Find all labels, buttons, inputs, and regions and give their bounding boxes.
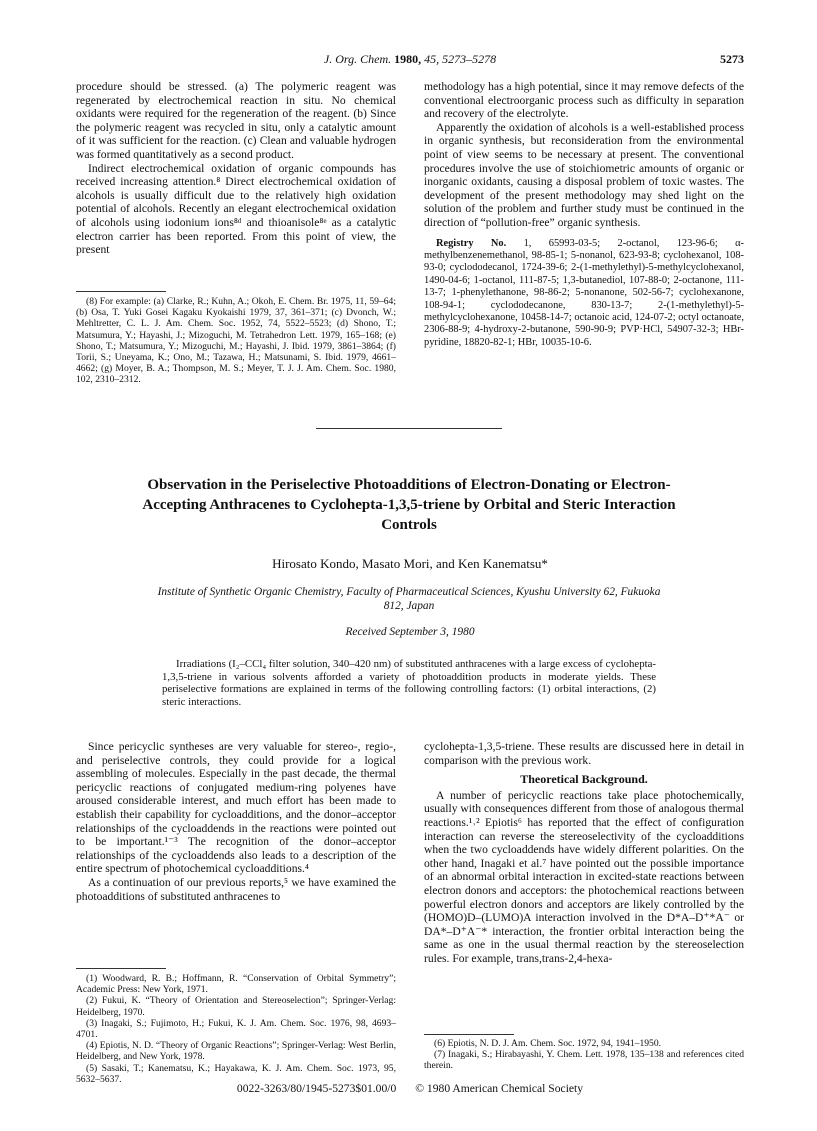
article-title: Observation in the Periselective Photoadditions of Electron-Donating or Electron-Accepting Anthracenes to Cyclohepta-1,3,5-triene by Orbital and Steric Interaction Controls bbox=[142, 477, 676, 533]
top-left-column bbox=[76, 80, 396, 257]
body-paragraph: As a continuation of our previous reports,⁵ we have examined the photoadditions of substituted anthracenes to bbox=[76, 875, 396, 903]
journal-name: J. Org. Chem. bbox=[323, 52, 392, 66]
footnote-rule bbox=[424, 1034, 514, 1035]
footnote-rule bbox=[76, 968, 166, 969]
footnote: (5) Sasaki, T.; Kanematsu, K.; Hayakawa, K. J. Am. Chem. Soc. 1973, 95, 5632–5637. bbox=[76, 1062, 396, 1085]
body-paragraph: cyclohepta-1,3,5-triene. These results are discussed here in detail in comparison with the previous work. bbox=[424, 740, 744, 767]
body-paragraph: Indirect electrochemical oxidation of organic compounds has received increasing attention.⁸ Direct electrochemical oxidation of alcohols is usually difficult due to the relatively high oxidation potential of alcohols. Recently an elegant electrochemical oxidation of alcohols using iodonium ions⁸ᵈ and thioanisole⁸ᵉ as a catalytic electron carrier has been reported. From this point of view, the present bbox=[76, 161, 396, 257]
abstract-text: Irradiations (I₂–CCl₄ filter solution, 340–420 nm) of substituted anthracenes with a large excess of cyclohepta-1,3,5-triene in various solvents afforded a variety of photoaddition products in moderate yields. These periselective formations are explained in terms of the following controlling factors: (1) orbital interactions, (2) steric interactions. bbox=[162, 658, 656, 708]
journal-volume-pages: 45, 5273–5278 bbox=[424, 52, 497, 66]
registry-text: 1, 65993-03-5; 2-octanol, 123-96-6; α-methylbenzenemethanol, 98-85-1; 5-nonanol, 623-93-8; cyclohexanol, 108-93-0; cyclododecanol, 1724-39-6; 2-(1-methylethyl)-5-methylcyclohexanol, 1490-04-6; 1-octanol, 111-87-5; 1,3-butanediol, 107-88-0; 2-octanone, 111-13-7; 1-phenylethanone, 98-86-2; 5-nonanone, 502-56-7; cyclohexanone, 108-94-1; cyclododecanone, 830-13-7; 2-(1-methylethyl)-5-methylcyclohexanone, 10458-14-7; octanoic acid, 124-07-2; octyl octanoate, 2306-88-9; 4-hydroxy-2-butanone, 590-90-9; PVP·HCl, 54907-32-3; HBr-pyridine, 18820-82-1; HBr, 10035-10-6. bbox=[424, 237, 744, 348]
page-number: 5273 bbox=[720, 52, 744, 66]
received-date: Received September 3, 1980 bbox=[345, 626, 475, 638]
article-separator bbox=[316, 428, 502, 429]
section-heading: Theoretical Background. bbox=[520, 772, 648, 787]
footnote: (7) Inagaki, S.; Hirabayashi, Y. Chem. Lett. 1978, 135–138 and references cited therein. bbox=[424, 1049, 744, 1072]
bottom-right-footnotes bbox=[424, 1038, 744, 1072]
body-paragraph: methodology has a high potential, since it may remove defects of the conventional electroorganic process such as difficulty in separation and recovery of the electrolyte. bbox=[424, 80, 744, 121]
running-header bbox=[76, 52, 744, 68]
copyright: © 1980 American Chemical Society bbox=[415, 1082, 584, 1095]
bottom-right-column bbox=[424, 740, 744, 966]
footnote: (1) Woodward, R. B.; Hoffmann, R. “Conservation of Orbital Symmetry”; Academic Press: New York, 1971. bbox=[76, 973, 396, 996]
registry-numbers bbox=[424, 238, 744, 350]
footnote: (2) Fukui, K. “Theory of Orientation and Stereoselection”; Springer-Verlag: Heidelberg, 1970. bbox=[76, 995, 396, 1018]
bottom-left-footnotes bbox=[76, 973, 396, 1085]
article-code: 0022-3263/80/1945-5273$01.00/0 bbox=[236, 1082, 397, 1095]
footnote: (8) For example: (a) Clarke, R.; Kuhn, A.; Okoh, E. Chem. Br. 1975, 11, 59–64; (b) Osa, T. Yuki Gosei Kagaku Kyokaishi 1979, 37, 361–371; (c) Dvonch, W.; Mehltretter, C. L. J. Am. Chem. Soc. 1952, 74, 5522–5523; (d) Shono, T.; Matsumura, Y.; Hayashi, J.; Mizoguchi, M. Tetrahedron Lett. 1979, 165–168; (e) Shono, T.; Matsumura, Y.; Mizoguchi, M.; Hayashi, J. Ibid. 1979, 3861–3864; (f) Torii, S.; Uneyama, K.; Ono, M.; Tazawa, H.; Matsunami, S. Ibid. 1979, 4661–4662; (g) Moyer, B. A.; Thompson, M. S.; Meyer, T. J. J. Am. Chem. Soc. 1980, 102, 2310–2312. bbox=[76, 296, 396, 386]
article-authors: Hirosato Kondo, Masato Mori, and Ken Kanematsu* bbox=[272, 556, 548, 571]
footnote: (4) Epiotis, N. D. “Theory of Organic Reactions”; Springer-Verlag: West Berlin, Heidelberg, and New York, 1978. bbox=[76, 1040, 396, 1063]
footnote: (3) Inagaki, S.; Fujimoto, H.; Fukui, K. J. Am. Chem. Soc. 1976, 98, 4693–4701. bbox=[76, 1017, 396, 1041]
journal-citation bbox=[76, 52, 744, 67]
top-left-footnotes bbox=[76, 296, 396, 386]
bottom-left-column bbox=[76, 740, 396, 903]
body-paragraph: Apparently the oxidation of alcohols is a well-established process in organic synthesis, but reconsideration from the environmental point of view seems to be necessary at present. The conventional procedures involve the use of stoichiometric amounts of organic or inorganic oxidants, causing a disposal problem of toxic wastes. The development of the present methodology may shed light on the solution of the problem and further study must be continued in the direction of “pollution-free” organic synthesis. bbox=[424, 120, 744, 229]
registry-label: Registry No. bbox=[436, 237, 507, 249]
abstract bbox=[162, 658, 656, 708]
page-footer bbox=[76, 1082, 744, 1095]
body-paragraph: procedure should be stressed. (a) The polymeric reagent was regenerated by electrochemical reaction in situ. No chemical oxidants were required for the regeneration of the reagent. (b) Since the polymeric reagent was recycled in situ, only a catalytic amount of it was sufficient for the reaction. (c) Clean and valuable hydrogen was formed quantitatively as a second product. bbox=[76, 80, 396, 161]
footnote-rule bbox=[76, 291, 166, 292]
body-paragraph: Since pericyclic syntheses are very valuable for stereo-, regio-, and periselective controls, they could provide for a logical assembling of molecules. Especially in the past decade, the thermal pericyclic reactions of conjugated medium-ring polyenes have aroused considerable interest, and much effort has been made to establish their capability for cycloadditions, and the donor–acceptor relationships of the cycloaddends in the reactions were pointed out to be important.¹⁻³ The recognition of the donor–acceptor relationships of the cycloaddends also leads to a description of the entire spectrum of photochemical cycloadditions.⁴ bbox=[76, 740, 396, 876]
article-affiliation: Institute of Synthetic Organic Chemistry, Faculty of Pharmaceutical Sciences, Kyushu University 62, Fukuoka 812, Japan bbox=[157, 586, 661, 612]
top-right-column bbox=[424, 80, 744, 349]
body-paragraph: A number of pericyclic reactions take place photochemically, usually with consequences different from those of analogous thermal reactions.¹˒² Epiotis⁶ has reported that the effect of configuration interaction can reverse the stereoselectivity of the cycloadditions when the two cycloaddends have widely different polarities. On the other hand, Inagaki et al.⁷ have pointed out the possible importance of an abnormal orbital interaction in excited-state reactions between electron donors and acceptors: the photochemical reactions between powerful electron donors and acceptors are likely controlled by the (HOMO)D–(LUMO)A interaction involved in the D*A–D⁺*A⁻ or DA*–D⁺A⁻* interaction, the frontier orbital interaction being the same as one in the usual thermal reaction by the stereoselection rules. For example, trans,trans-2,4-hexa- bbox=[424, 788, 744, 965]
journal-year: 1980, bbox=[394, 52, 422, 66]
footnote: (6) Epiotis, N. D. J. Am. Chem. Soc. 1972, 94, 1941–1950. bbox=[434, 1038, 662, 1049]
